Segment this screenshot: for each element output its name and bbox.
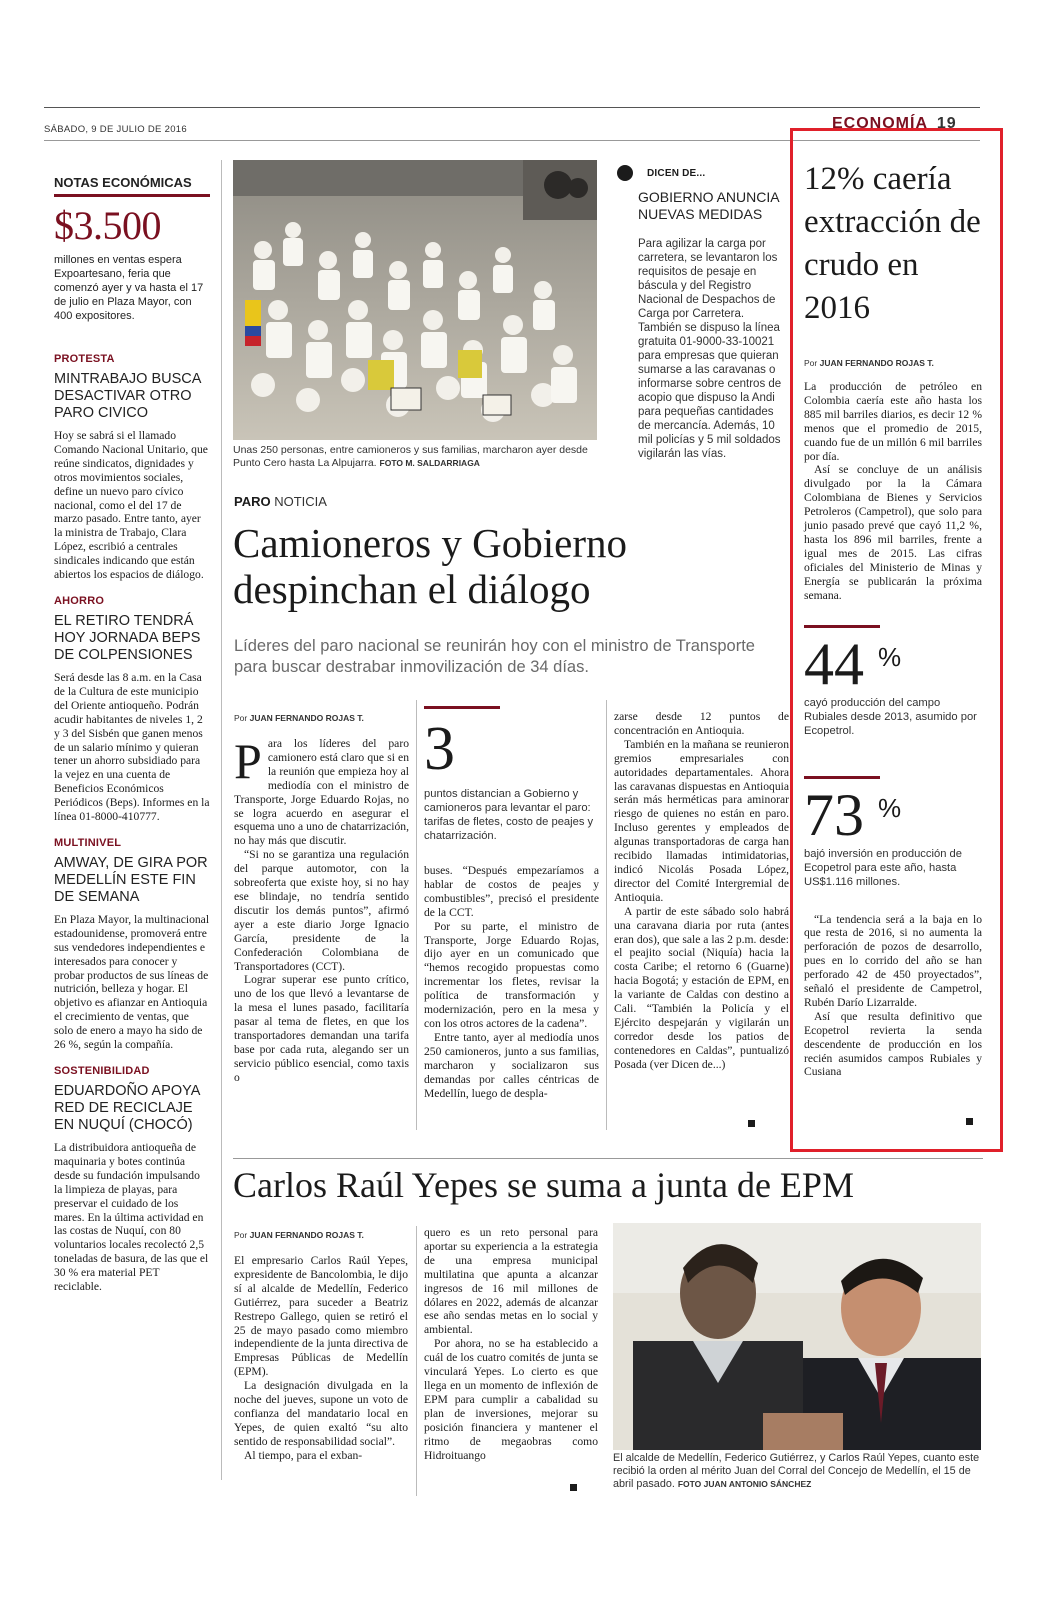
stat2-text: bajó inversión en producción de Ecopetrol para este año, hasta US$1.116 millones. [804, 847, 962, 888]
stat1-box [804, 625, 984, 738]
column-divider-left [221, 160, 222, 1480]
main-col3-p2: También en la mañana se reunieron gremios empresariales con autoridades departamentales. Ahora las caravanas dispuestas en Antioquia serán más herméticas para aminorar riesgo de quienes no están en paro. Incluso gerentes y empleados de algunas transportadoras de carga han recibido llamadas intimidatorias, indicó Nicolás Posada López, director del Comité Intergremial de Antioquia. [614, 737, 789, 904]
main-section-label: PARO [234, 494, 271, 509]
factoid-number: 3 [424, 715, 455, 783]
march-caption-text: Unas 250 personas, entre camioneros y sus familias, marcharon ayer desde Punto Cero hasta La Alpujarra. [233, 444, 588, 469]
notas-item-sostenibilidad [54, 1065, 210, 1294]
notas-headline-multinivel: AMWAY, DE GIRA POR MEDELLÍN ESTE FIN DE SEMANA [54, 854, 208, 905]
header-top-rule [44, 107, 980, 108]
notas-body-multinivel: En Plaza Mayor, la multinacional estadounidense, promoverá entre sus vendedores independientes e interesados para conocer y probar productos de sus líneas de nutrición, belleza y hogar. El objetivo es afianzar en Antioquia el crecimiento de ventas, que solo de enero a mayo ha sido de 26 %, según la compañía. [54, 912, 210, 1052]
yepes-byline-name: JUAN FERNANDO ROJAS T. [249, 1230, 364, 1240]
stat1-text: cayó producción del campo Rubiales desde 2013, asumido por Ecopetrol. [804, 696, 977, 737]
stat1-rule [804, 625, 880, 628]
main-end-mark [748, 1120, 755, 1127]
notas-kicker-multinivel: MULTINIVEL [54, 836, 122, 849]
stat2-row [804, 781, 984, 848]
yepes-caption-text: El alcalde de Medellín, Federico Gutiérrez, y Carlos Raúl Yepes, cuanto este recibió la orden al mérito Juan del Corral del Concejo de Medellín, el 15 de abril pasado. [613, 1452, 980, 1490]
notas-title-rule [54, 194, 210, 197]
notas-headline-protesta: MINTRABAJO BUSCA DESACTIVAR OTRO PARO CIVICO [54, 371, 201, 421]
main-type-label: NOTICIA [274, 494, 327, 509]
speech-bubble-icon [617, 165, 633, 181]
notas-item-multinivel [54, 837, 210, 1052]
notas-figure-text: millones en ventas espera Expoartesano, feria que comenzó ayer y va hasta el 17 de julio en Plaza Mayor, con 400 expositores. [54, 254, 204, 322]
crudo-p1: La producción de petróleo en Colombia caería este año hasta los 885 mil barriles diarios, es decir 12 % menos que el promedio de 2015, cuando fue de un millón 6 mil barriles por día. [804, 380, 982, 463]
yepes-col1 [234, 1254, 408, 1463]
crudo-column [804, 158, 984, 1079]
crudo-headline: 12% caería extracción de crudo en 2016 [804, 161, 981, 326]
main-byline-name: JUAN FERNANDO ROJAS T. [249, 713, 364, 723]
notas-figure: $3.500 [54, 203, 161, 248]
crudo-body-bottom [804, 913, 982, 1080]
yepes-top-rule [233, 1158, 983, 1159]
stat1-unit: % [878, 641, 902, 672]
march-photo-caption [233, 444, 597, 470]
factoid-box [424, 706, 599, 843]
yepes-headline: Carlos Raúl Yepes se suma a junta de EPM [233, 1165, 854, 1205]
main-col2-p3: Entre tanto, ayer al mediodía unos 250 camioneros, junto a sus familias, marcharon y socializaron sus demandas por calles céntricas de Medellín, luego de despla- [424, 1030, 599, 1100]
notas-body-ahorro: Será desde las 8 a.m. en la Casa de la Cultura de este municipio del Oriente antioqueño. Podrán acudir habitantes de niveles 1, 2 y 3 del Sisbén que ganen menos de un salario mínimo y quieran tener un ahorro subsidiado para la vejez en una cuenta de Beneficios Económicos Periódicos (Beps). Informes en la línea 01-8000-410777. [54, 670, 210, 824]
crudo-p3: “La tendencia será a la baja en lo que resta de 2016, si no aumenta la perforación de pozos de desarrollo, pues en lo corrido del año se han perforado 42 de 450 proyectados”, señaló el presidente de Campetrol, Rubén Darío Lizarralde. [804, 912, 982, 1009]
stat1-number: 44 [804, 630, 864, 697]
march-caption-credit: FOTO M. SALDARRIAGA [379, 458, 480, 468]
crudo-body-top [804, 380, 982, 603]
main-col2-p1: buses. “Después empezaríamos a hablar de costos de peajes y combustibles”, precisó el presidente de la CCT. [424, 864, 599, 919]
header-date: SÁBADO, 9 DE JULIO DE 2016 [44, 124, 187, 135]
yepes-photo-caption [613, 1452, 981, 1491]
yepes-col2 [424, 1226, 598, 1462]
yepes-portrait-illustration [613, 1223, 981, 1450]
main-byline-prefix: Por [234, 713, 248, 723]
yepes-col2-p1: quero es un reto personal para aportar su experiencia a la estrategia de una empresa municipal multilatina que apunta a alcanzar ingresos de 16 mil millones de dólares en 2022, además de alcanzar ese año sendas metas en lo social y ambiental. [424, 1226, 598, 1337]
main-story-label [234, 494, 327, 509]
stat1-row [804, 630, 984, 697]
yepes-photo [613, 1223, 981, 1450]
notas-headline-sostenibilidad: EDUARDOÑO APOYA RED DE RECICLAJE EN NUQUÍ (CHOCÓ) [54, 1083, 200, 1133]
crudo-p4: Así que resulta definitivo que Ecopetrol revierta la senda descendente de producción en los recién asumidos campos Rubiales y Cusiana [804, 1009, 982, 1079]
section-name: ECONOMÍA [832, 115, 928, 132]
main-col2 [424, 864, 599, 1100]
main-col3-p3: A partir de este sábado solo habrá una caravana diaria por ruta (antes eran dos), que sale a las 2 p.m. desde: el peajito social (Niquía) hacia la costa Caribe; el retorno 6 (Guarne) hacia Bogotá; y estación de EPM, en la variante de Caldas con destino a Cali. “También la Policía y el Ejército despejarán y vigilarán un corredor desde los patios de contenedores en Caldas”, puntualizó Posada (ver Dicen de...) [614, 904, 789, 1071]
dicen-headline: GOBIERNO ANUNCIA NUEVAS MEDIDAS [638, 189, 779, 222]
march-photo [233, 160, 597, 440]
factoid-text: puntos distancian a Gobierno y camioneros para levantar el paro: tarifas de fletes, costo de peajes y chatarrización. [424, 788, 594, 842]
stat2-box [804, 776, 984, 889]
column-divider-main-right [606, 700, 607, 1130]
crudo-end-mark [966, 1118, 973, 1125]
column-divider-yepes [416, 1226, 417, 1496]
main-subhead: Líderes del paro nacional se reunirán hoy con el ministro de Transporte para buscar destrabar inmovilización de 34 días. [234, 637, 755, 676]
notas-headline-ahorro: EL RETIRO TENDRÁ HOY JORNADA BEPS DE COLPENSIONES [54, 612, 201, 663]
yepes-byline-prefix: Por [234, 1230, 248, 1240]
notas-body-sostenibilidad: La distribuidora antioqueña de maquinaria y botes continúa desde su fundación impulsando la limpieza de playas, para preservar el cuidado de los mares. En la última actividad en las costas de Nuquí, con 80 voluntarios locales recolectó 2,5 toneladas de basura, de las que el 30 % era material PET reciclable. [54, 1141, 209, 1294]
crudo-byline-prefix: Por [804, 358, 818, 368]
notas-kicker-protesta: PROTESTA [54, 353, 115, 365]
yepes-caption-credit: FOTO JUAN ANTONIO SÁNCHEZ [677, 1479, 812, 1489]
dicen-box [617, 165, 787, 461]
main-col2-p2: Por su parte, el ministro de Transporte, Jorge Eduardo Rojas, dijo ayer en un comunicado que “hemos recogido propuestas como incrementar los fletes, revisar la política de transformación y modernización, pero en la mesa y con los otros actores de la cadena”. [424, 919, 599, 1030]
notas-kicker-ahorro: AHORRO [54, 594, 105, 607]
dicen-body: Para agilizar la carga por carretera, se levantaron los requisitos de pesaje en báscula y del Registro Nacional de Despachos de Carga por Carretera. También se dispuso la línea gratuita 01-9000-33-10021 para empresas que quieran sumarse a las caravanas o informarse sobre centros de acopio que dispuso la Andi para pequeñas cantidades de mercancía. Además, 10 mil policías y 5 mil soldados vigilarán las vías. [638, 238, 782, 460]
main-col1 [234, 733, 409, 1085]
crudo-byline [804, 358, 984, 368]
main-col1-p3: Lograr superar ese punto crítico, uno de los que llevó a levantarse de la mesa el lunes pasado, facilitaría pasar al tema de fletes, en que los transportadores demandan una tarifa base por cada ruta, alegando ser un servicio público esencial, como taxis o [234, 973, 409, 1084]
yepes-byline [234, 1230, 364, 1240]
stat2-unit: % [878, 792, 902, 823]
yepes-col2-p2: Por ahora, no se ha establecido a cuál de los cuatro comités de junta se vinculará Yepes. Lo cierto es que llega en un momento de inflexión de EPM para cumplir a cabalidad su plan de inversiones, mejorar su posición financiera y mantener el ritmo de megaobras como Hidroituango [424, 1337, 598, 1462]
stat2-number: 73 [804, 781, 864, 848]
main-col1-p2: “Si no se garantiza una regulación del parque automotor, con la sobreoferta que existe hoy, si no hay ese blindaje, no tendría sentido discutir los demás puntos”, afirmó ayer a este diario Jorge Ignacio García, presidente de la Confederación Colombiana de Transportadores (CCT). [234, 848, 409, 973]
main-col3-p1: zarse desde 12 puntos de concentración en Antioquia. [614, 710, 789, 737]
crudo-p2: Así se concluye de un análisis divulgado por la la Cámara Colombiana de Bienes y Servicios Petroleros (Campetrol), que solo para junio pasado prevé que cayó 11,2 %, hasta los 896 mil barriles, frente a igual mes de 2015. Las cifras oficiales del Ministerio de Minas y Energía se publicarán la próxima semana. [804, 463, 982, 602]
notas-item-ahorro [54, 595, 210, 824]
notas-title: NOTAS ECONÓMICAS [54, 175, 192, 190]
main-byline [234, 713, 364, 723]
main-dropcap: P [234, 733, 262, 789]
notas-column [54, 175, 210, 1294]
stat2-rule [804, 776, 880, 779]
yepes-col1-p3: Al tiempo, para el exban- [244, 1448, 363, 1462]
march-crowd-illustration [233, 160, 597, 440]
yepes-end-mark [570, 1484, 577, 1491]
main-headline: Camioneros y Gobierno despinchan el diálogo [233, 520, 627, 612]
main-col3 [614, 710, 789, 1072]
page-number: 19 [936, 115, 957, 132]
factoid-rule [424, 706, 500, 709]
crudo-byline-name: JUAN FERNANDO ROJAS T. [819, 358, 934, 368]
main-col1-p1: ara los líderes del paro camionero está claro que si en la reunión que empieza hoy al mediodía con el ministro de Transporte, Jorge Eduardo Rojas, no se logra acuerdo en asegurar el esquema uno a uno de chatarrización, no hay más que discutir. [234, 737, 409, 848]
notas-body-protesta: Hoy se sabrá si el llamado Comando Nacional Unitario, que reúne sindicatos, dignidades y otros movimientos sociales, define un nuevo paro cívico nacional, como el del 17 de marzo pasado. Entre tanto, ayer la ministra de Trabajo, Clara López, escribió a centrales sindicales indicando que están abiertos los espacios de diálogo. [54, 429, 208, 582]
dicen-kicker: DICEN DE... [647, 167, 706, 179]
column-divider-main-left [416, 700, 417, 1130]
yepes-col1-p1: El empresario Carlos Raúl Yepes, expresidente de Bancolombia, le dijo sí al alcalde de Medellín, Federico Gutiérrez, para suceder a Beatriz Restrepo Gallego, quien se retiró el 25 de mayo pasado como miembro independiente de la junta directiva de Empresas Públicas de Medellín (EPM). [234, 1254, 408, 1379]
yepes-col1-p2: La designación divulgada en la noche del jueves, supone un voto de confianza del mandatario local en Yepes, de quien exaltó “su alto sentido de responsabilidad social”. [234, 1379, 408, 1448]
notas-item-protesta [54, 353, 210, 582]
dicen-kicker-row [617, 165, 787, 181]
notas-kicker-sostenibilidad: SOSTENIBILIDAD [54, 1065, 150, 1077]
